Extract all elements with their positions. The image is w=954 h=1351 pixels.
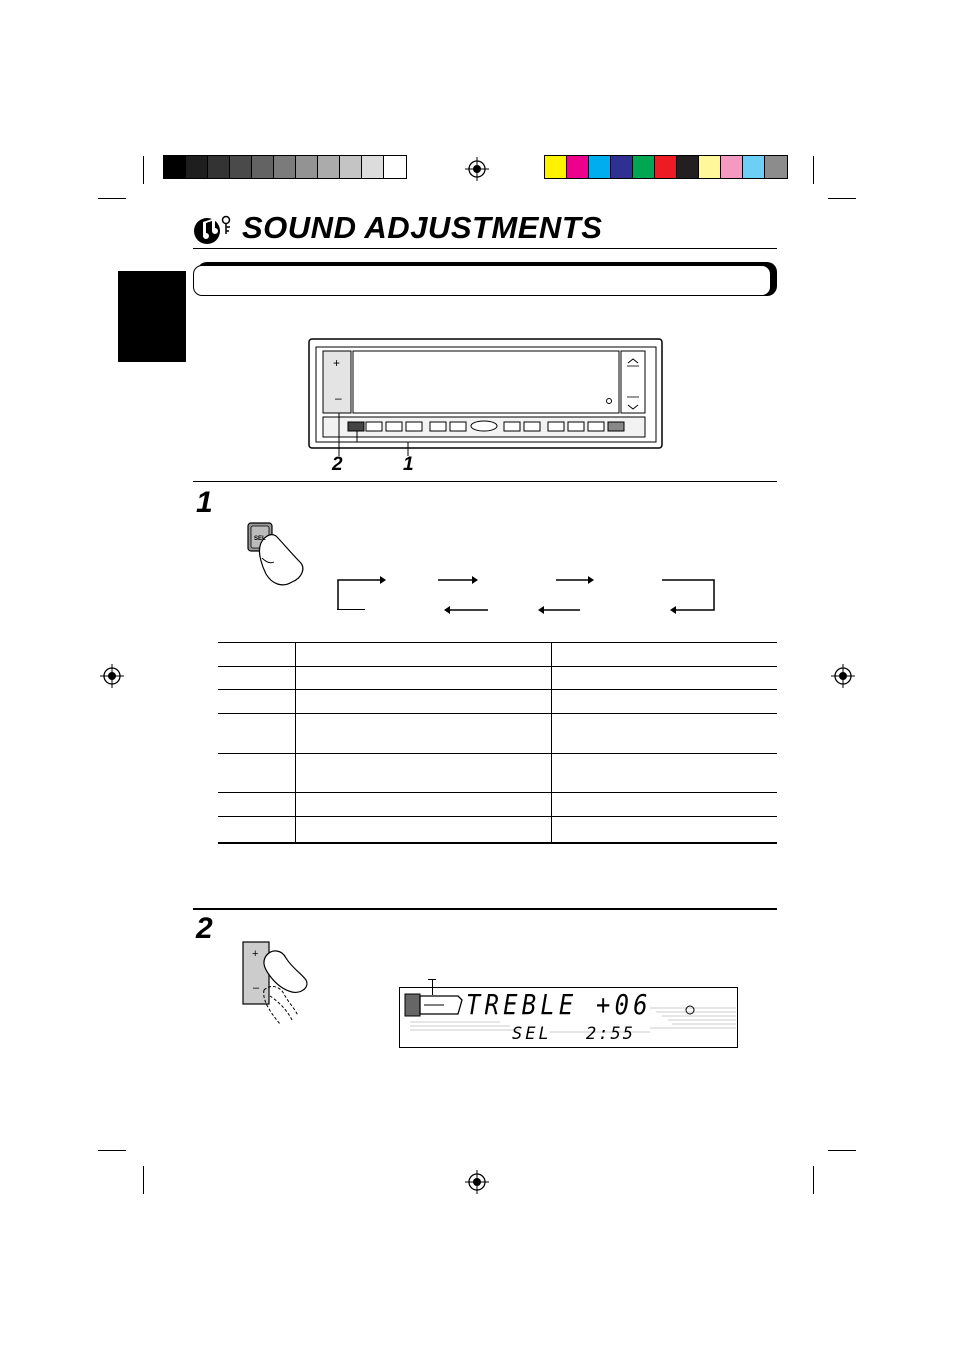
finger-pressing-sel-icon: [242, 518, 322, 590]
callout-1: 1: [403, 454, 414, 475]
registration-mark-right: [831, 664, 855, 688]
step-1-number: 1: [196, 486, 213, 519]
music-note-icon: [193, 212, 233, 246]
lcd-sub-right: 2:55: [586, 1024, 635, 1044]
lcd-main-text: TREBLE +06: [466, 988, 652, 1021]
callout-2: 2: [332, 454, 343, 475]
registration-mark-bottom: [465, 1170, 489, 1194]
step-2-number: 2: [196, 912, 213, 945]
step-2-plus-label: +: [252, 948, 259, 960]
lcd-display: [399, 987, 738, 1048]
lcd-sub-left: SEL: [512, 1024, 552, 1044]
control-panel-diagram: [308, 338, 664, 450]
step-1-rule: [193, 481, 777, 482]
adjustment-table: [218, 642, 777, 844]
page-title: SOUND ADJUSTMENTS: [242, 210, 603, 245]
title-rule: [193, 248, 777, 249]
step-2-rule: [193, 908, 777, 910]
panel-minus-label: –: [335, 391, 342, 405]
cycle-bottom-left-tick: [337, 609, 365, 610]
grayscale-calibration-bar: [163, 155, 407, 179]
section-header-box: [193, 262, 777, 298]
lcd-pointer-line: [432, 979, 433, 995]
sel-button-label: SEL: [254, 536, 266, 542]
registration-mark-top: [465, 157, 489, 181]
mode-cycle-arrows: [330, 570, 722, 616]
registration-mark-left: [100, 664, 124, 688]
step-2-minus-label: –: [253, 982, 260, 994]
language-tab: [118, 271, 186, 362]
color-calibration-bar: [544, 155, 788, 179]
panel-plus-label: +: [333, 356, 341, 370]
lcd-pointer-tick: [428, 979, 436, 980]
